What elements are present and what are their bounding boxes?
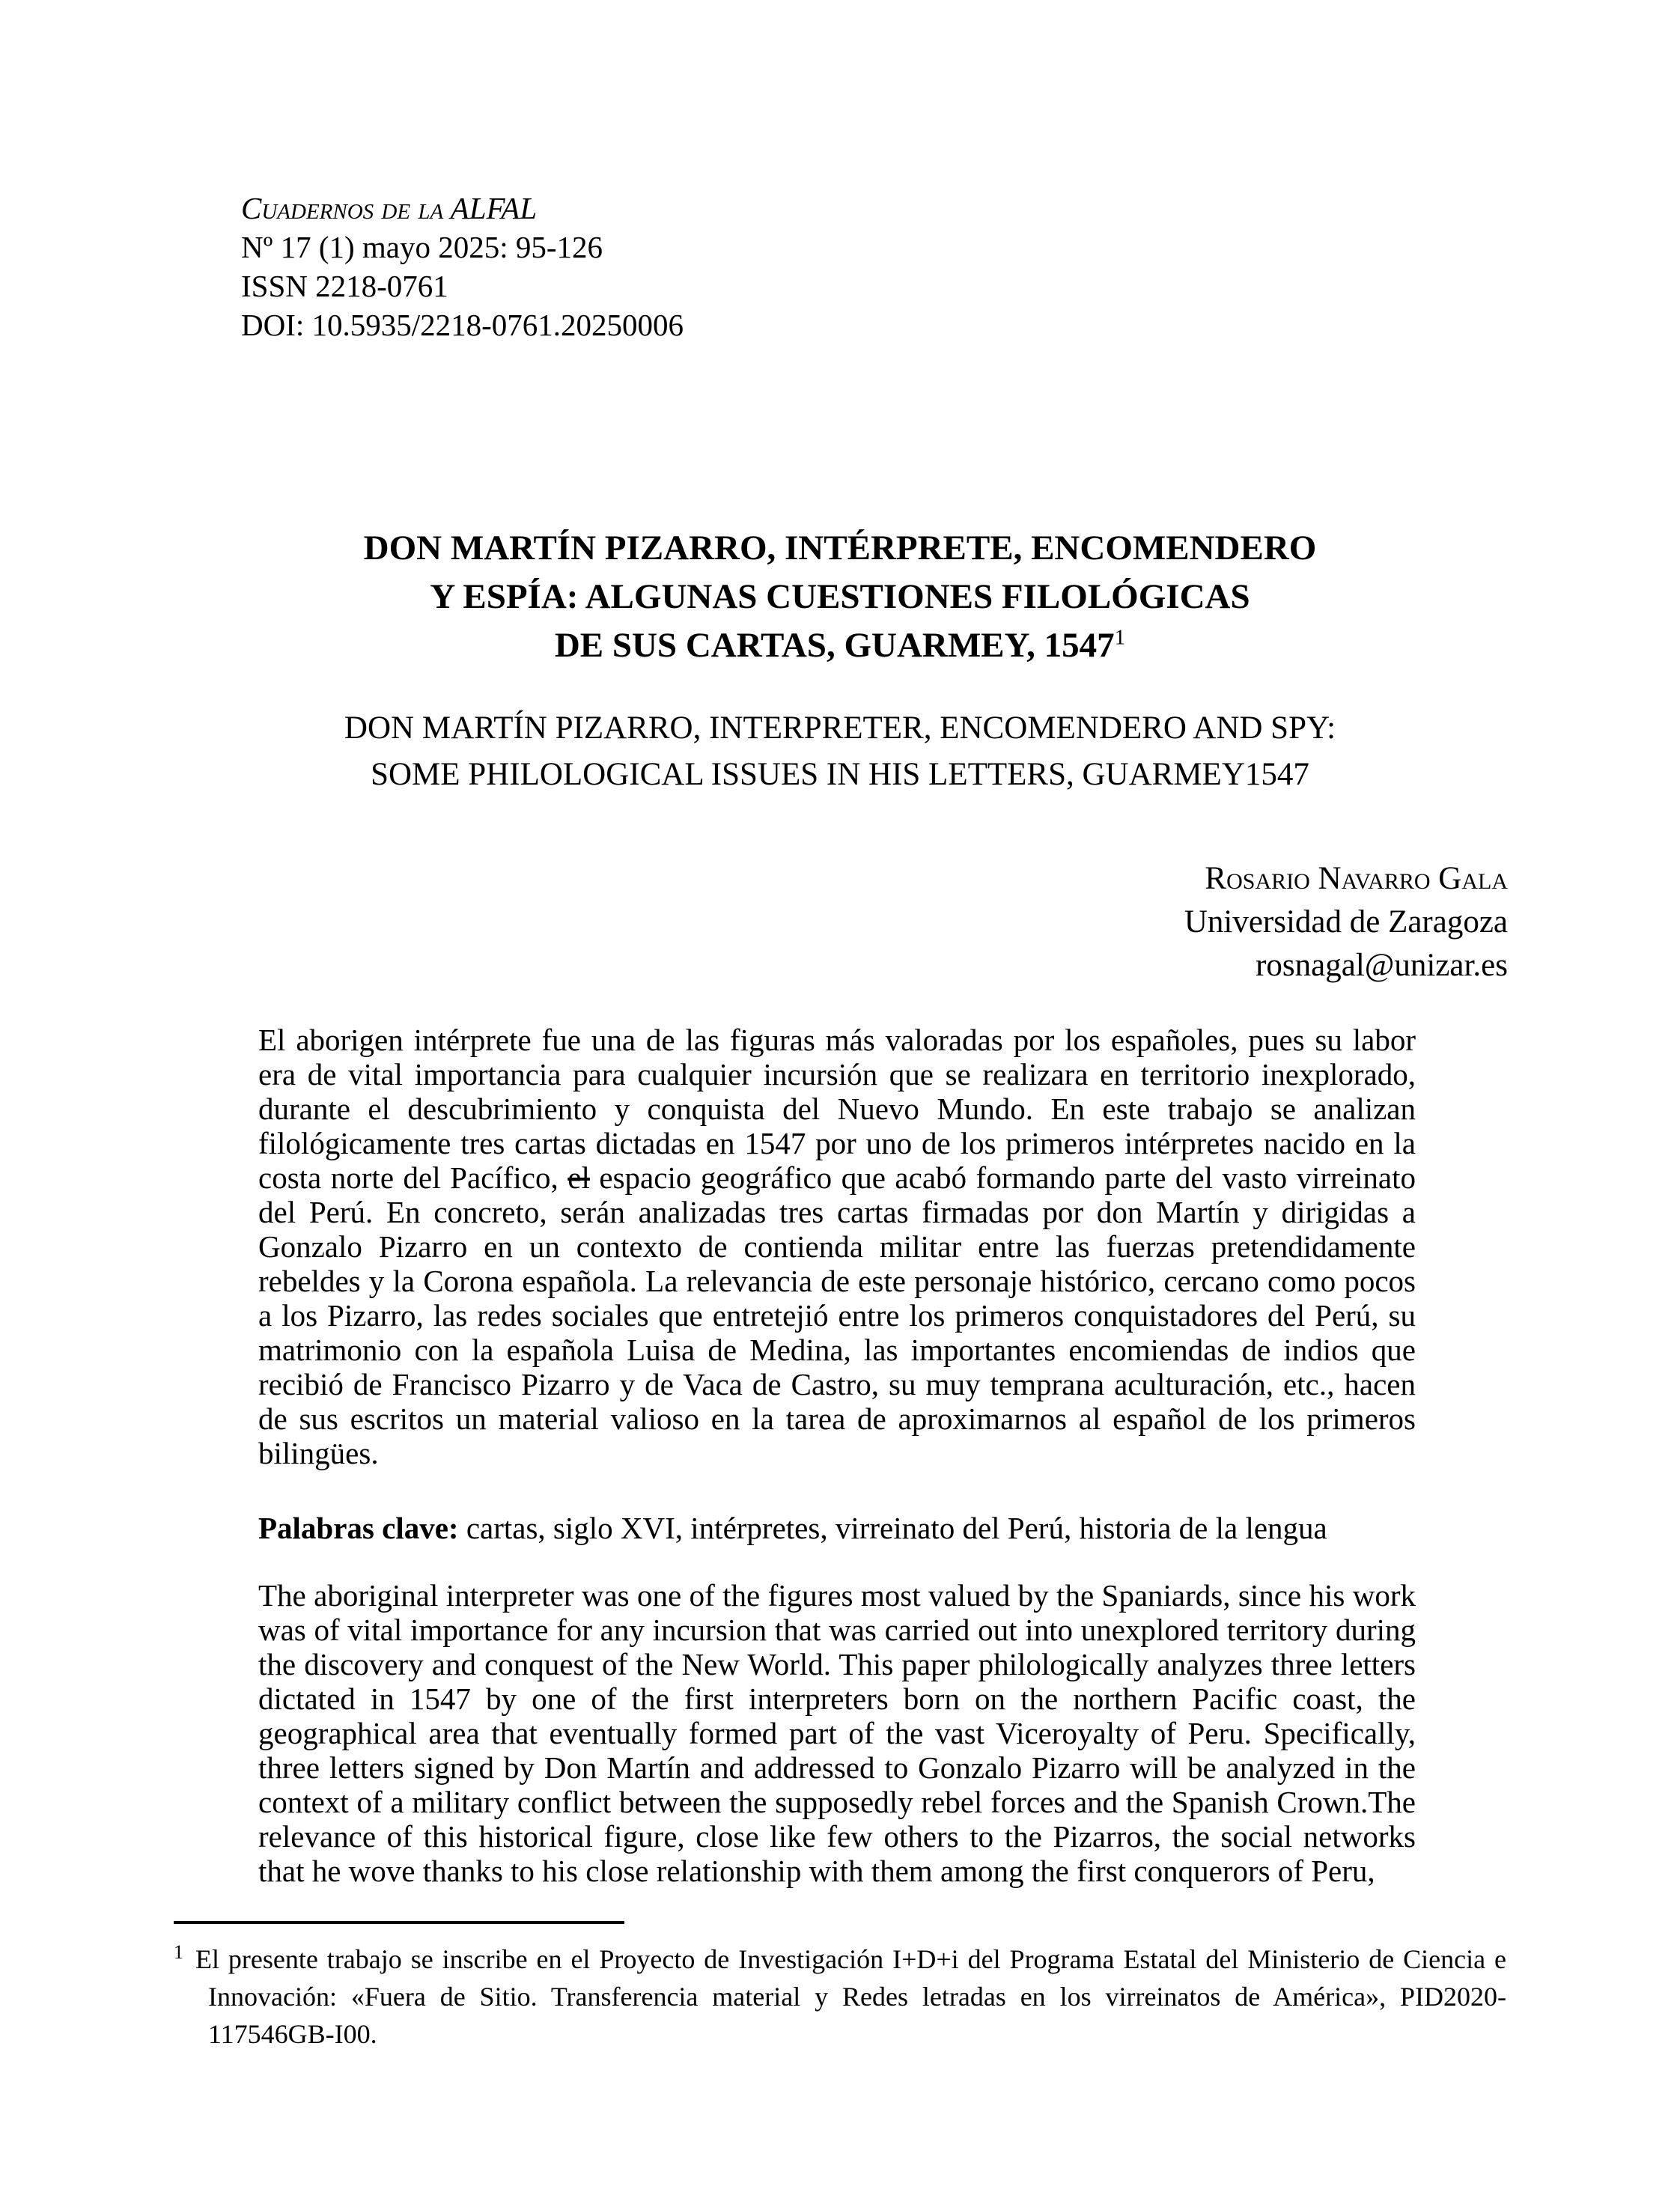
author-affiliation: Universidad de Zaragoza (1184, 904, 1508, 940)
author-name: Rosario Navarro Gala (1205, 861, 1508, 896)
title-en-line-1: DON MARTÍN PIZARRO, INTERPRETER, ENCOMENDERO AND SPY: (344, 710, 1336, 746)
title-es-line-3-text: DE SUS CARTAS, GUARMEY, 1547 (554, 626, 1115, 665)
title-es-line-1: DON MARTÍN PIZARRO, INTÉRPRETE, ENCOMENDERO (363, 529, 1317, 567)
abstract-spanish (258, 1023, 1416, 1470)
journal-header (241, 189, 684, 344)
keywords-line (258, 1511, 1416, 1545)
keywords-text: cartas, siglo XVI, intérpretes, virreinato del Perú, historia de la lengua (458, 1511, 1327, 1545)
abstract-struck-word: el (567, 1160, 590, 1195)
journal-issue: Nº 17 (1) mayo 2025: 95-126 (241, 230, 603, 264)
title-footnote-ref: 1 (1114, 625, 1126, 650)
journal-issn: ISSN 2218-0761 (241, 269, 448, 303)
footnote-text: El presente trabajo se inscribe en el Proyecto de Investigación I+D+i del Programa Estatal del Ministerio de Ciencia e Innovación: «Fuera de Sitio. Transferencia material y Redes letradas en los virreinatos de América», PID2020-117546GB-I00. (195, 1944, 1506, 2049)
journal-doi: DOI: 10.5935/2218-0761.20250006 (241, 308, 684, 342)
title-en-line-2: SOME PHILOLOGICAL ISSUES IN HIS LETTERS, GUARMEY1547 (371, 757, 1309, 792)
abstract-english: The aboriginal interpreter was one of the figures most valued by the Spaniards, since his work was of vital importance for any incursion that was carried out into unexplored territory during the discovery and conquest of the New World. This paper philologically analyzes three letters dictated in 1547 by one of the first interpreters born on the northern Pacific coast, the geographical area that eventually formed part of the vast Viceroyalty of Peru. Specifically, three letters signed by Don Martín and addressed to Gonzalo Pizarro will be analyzed in the context of a military conflict between the supposedly rebel forces and the Spanish Crown.The relevance of this historical figure, close like few others to the Pizarros, the social networks that he wove thanks to his close relationship with them among the first conquerors of Peru, (258, 1578, 1416, 1888)
article-title-english (172, 705, 1508, 798)
journal-name: Cuadernos de la ALFAL (241, 191, 538, 225)
footnote-marker: 1 (174, 1941, 183, 1963)
article-title-spanish (172, 524, 1508, 670)
footnote (174, 1940, 1506, 2053)
title-es-line-3 (172, 621, 1508, 670)
footnote-separator-rule (174, 1921, 624, 1924)
abstract-spanish-part2: espacio geográfico que acabó formando parte del vasto virreinato del Perú. En concreto, serán analizadas tres cartas firmadas por don Martín y dirigidas a Gonzalo Pizarro en un contexto de contienda militar entre las fuerzas pretendidamente rebeldes y la Corona española. La relevancia de este personaje histórico, cercano como pocos a los Pizarro, las redes sociales que entretejió entre los primeros conquistadores del Perú, su matrimonio con la española Luisa de Medina, las importantes encomiendas de indios que recibió de Francisco Pizarro y de Vaca de Castro, su muy temprana aculturación, etc., hacen de sus escritos un material valioso en la tarea de aproximarnos al español de los primeros bilingües. (258, 1160, 1416, 1470)
abstract-spanish-part1: El aborigen intérprete fue una de las figuras más valoradas por los españoles, pues su labor era de vital importancia para cualquier incursión que se realizara en territorio inexplorado, durante el descubrimiento y conquista del Nuevo Mundo. En este trabajo se analizan filológicamente tres cartas dictadas en 1547 por uno de los primeros intérpretes nacido en la costa norte del Pacífico, (258, 1023, 1416, 1195)
author-block (1184, 857, 1508, 987)
keywords-label: Palabras clave: (258, 1511, 459, 1545)
author-email: rosnagal@unizar.es (1256, 948, 1508, 983)
title-es-line-2: Y ESPÍA: ALGUNAS CUESTIONES FILOLÓGICAS (430, 577, 1250, 616)
